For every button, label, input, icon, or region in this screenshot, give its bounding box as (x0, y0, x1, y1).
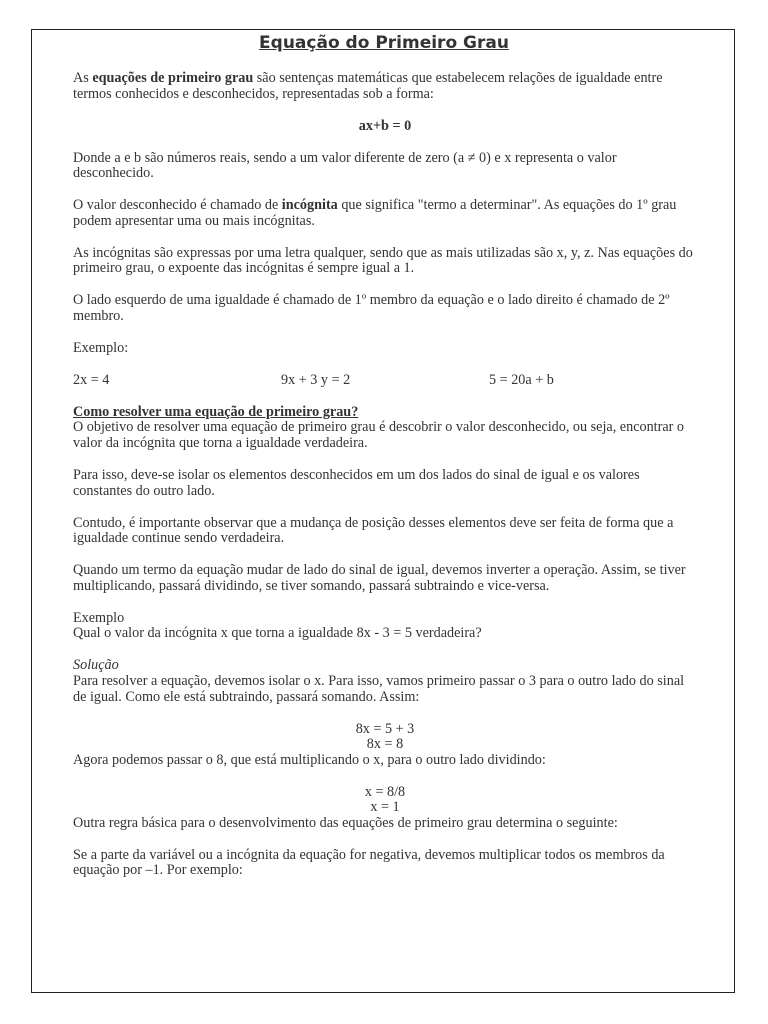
example-label: Exemplo: (73, 339, 129, 356)
solution-steps-1 (73, 722, 697, 753)
example2-label: Exemplo (73, 609, 125, 626)
unknown-text-end: que significa "termo a determinar". As equações do 1º grau podem apresentar uma ou mais incógnitas. (73, 197, 677, 229)
example-equations (73, 373, 697, 389)
solution-step: x = 8/8 (364, 783, 406, 800)
unknown-text: O valor desconhecido é chamado de (73, 197, 282, 214)
example2-question: Qual o valor da incógnita x que torna a igualdade 8x - 3 = 5 verdadeira? (73, 625, 482, 642)
solution-step: x = 1 (370, 799, 400, 816)
rule-paragraph: Outra regra básica para o desenvolvimento das equações de primeiro grau determina o seguinte: (73, 814, 618, 831)
solution-steps-2 (73, 785, 697, 816)
intro-text: As (73, 70, 93, 86)
intro-text-end: são sentenças matemáticas que estabelecem relações de igualdade entre termos conhecidos e desconhecidos, representadas sob a forma: (73, 70, 663, 102)
intro-bold-term: equações de primeiro grau (92, 70, 254, 86)
solution-label (73, 658, 697, 674)
solution-step: 8x = 5 + 3 (355, 720, 415, 737)
page-title: Equação do Primeiro Grau (259, 33, 509, 53)
example-equation: 9x + 3 y = 2 (281, 371, 351, 388)
however-paragraph: Contudo, é importante observar que a mudança de posição desses elementos deve ser feita de forma que a igualdade continue sendo verdadeira. (73, 514, 674, 547)
intro-paragraph (73, 71, 697, 102)
example-equation: 5 = 20a + b (489, 371, 554, 388)
section-heading: Como resolver uma equação de primeiro grau? (73, 403, 359, 420)
divide-paragraph: Agora podemos passar o 8, que está multiplicando o x, para o outro lado dividindo: (73, 751, 546, 768)
solve-paragraph: Para resolver a equação, devemos isolar o x. Para isso, vamos primeiro passar o 3 para o outro lado do sinal de igual. Como ele está subtraindo, passará somando. Assim: (73, 672, 685, 705)
solution-step: 8x = 8 (366, 736, 404, 753)
where-paragraph: Donde a e b são números reais, sendo a um valor diferente de zero (a ≠ 0) e x representa o valor desconhecido. (73, 149, 617, 182)
isolate-paragraph: Para isso, deve-se isolar os elementos desconhecidos em um dos lados do sinal de igual e os valores constantes do outro lado. (73, 467, 640, 499)
members-paragraph: O lado esquerdo de uma igualdade é chamado de 1º membro da equação e o lado direito é chamado de 2º membro. (73, 292, 670, 324)
objective-paragraph: O objetivo de resolver uma equação de primeiro grau é descobrir o valor desconhecido, ou seja, encontrar o valor da incógnita que torna a igualdade verdadeira. (73, 419, 685, 452)
letters-paragraph: As incógnitas são expressas por uma letra qualquer, sendo que as mais utilizadas são x, y, z. Nas equações do primeiro grau, o expoente das incógnitas é sempre igual a 1. (73, 244, 693, 277)
formula-text: ax+b = 0 (358, 117, 412, 134)
negative-paragraph: Se a parte da variável ou a incógnita da equação for negativa, devemos multiplicar todos os membros da equação por –1. Por exemplo: (73, 846, 665, 879)
example-equation: 2x = 4 (73, 371, 110, 388)
unknown-paragraph (73, 198, 697, 229)
general-formula (73, 119, 697, 135)
unknown-bold-term: incógnita (281, 197, 338, 214)
solution-label-text: Solução (73, 657, 119, 674)
invert-paragraph: Quando um termo da equação mudar de lado do sinal de igual, devemos inverter a operação. Assim, se tiver multiplicando, passará dividindo, se tiver somando, passará subtraindo e vice-versa. (73, 562, 686, 594)
document-body (73, 71, 697, 895)
